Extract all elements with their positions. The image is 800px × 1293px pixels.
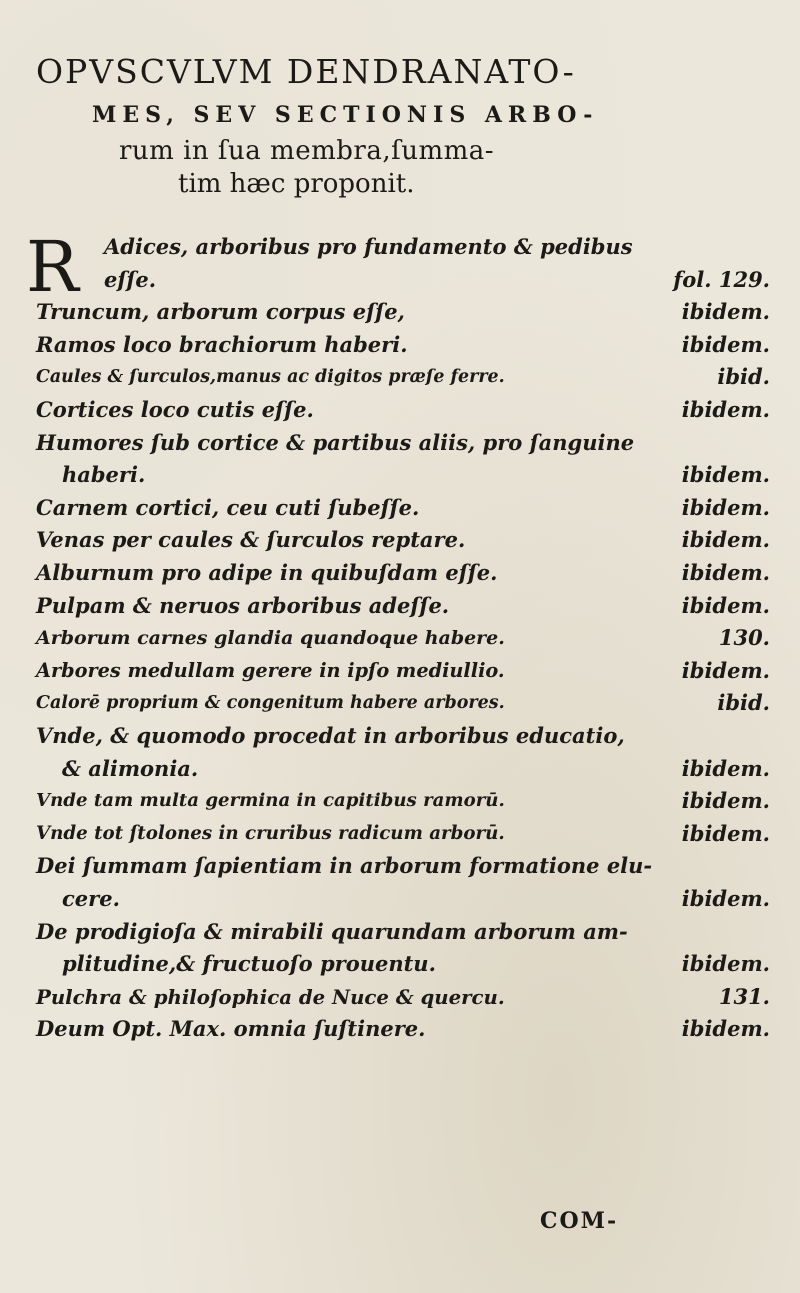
index-entry — [0, 917, 800, 953]
entry-text: Vnde tot ſtolones in cruribus radicum arborū. — [36, 822, 505, 844]
entry-text: Pulchra & philoſophica de Nuce & quercu. — [36, 984, 505, 1009]
entry-text: Arborum carnes glandia quandoque habere. — [36, 627, 505, 650]
entry-text: haberi. — [62, 462, 146, 488]
entry-text: Carnem cortici, ceu cuti ſubeſſe. — [36, 494, 420, 520]
entry-reference: ibidem. — [681, 886, 770, 911]
entry-text: Deum Opt. Max. omnia ſuſtinere. — [36, 1016, 426, 1042]
index-entry — [0, 786, 800, 822]
entry-text: Arbores medullam gerere in ipſo mediullio. — [36, 658, 505, 682]
entry-reference: fol. 129. — [673, 266, 770, 292]
index-entry — [0, 623, 800, 659]
index-entry — [0, 493, 800, 529]
index-entry — [0, 754, 800, 790]
index-entry — [0, 232, 800, 268]
index-entry — [0, 265, 800, 301]
index-entry — [0, 949, 800, 985]
index-entry — [0, 721, 800, 757]
entry-reference: ibidem. — [681, 657, 770, 683]
index-entry — [0, 656, 800, 692]
entry-text: Cortices loco cutis eſſe. — [36, 397, 314, 422]
entry-text: Alburnum pro adipe in quibuſdam eſſe. — [36, 560, 498, 585]
index-entry — [0, 982, 800, 1018]
entry-reference: ibidem. — [681, 788, 770, 814]
entry-reference: ibidem. — [681, 1016, 770, 1042]
entry-text: De prodigioſa & mirabili quarundam arborum am- — [36, 918, 628, 944]
entry-reference: ibidem. — [681, 820, 770, 846]
entry-reference: ibid. — [717, 364, 770, 390]
entry-text: eſſe. — [104, 266, 157, 292]
index-entry — [0, 884, 800, 920]
entry-reference: ibidem. — [681, 951, 770, 977]
entry-text: cere. — [62, 886, 120, 911]
index-entry — [0, 819, 800, 855]
entry-text: plitudine,& fructuoſo prouentu. — [62, 951, 436, 977]
drop-cap: R — [26, 226, 79, 308]
index-entry — [0, 330, 800, 366]
entry-reference: ibidem. — [681, 299, 770, 325]
index-entry — [0, 395, 800, 431]
index-entry — [0, 362, 800, 398]
entry-text: Ramos loco brachiorum haberi. — [36, 331, 408, 357]
entry-text: Pulpam & neruos arboribus adeſſe. — [36, 592, 450, 618]
entry-text: Humores ſub cortice & partibus aliis, pro ſanguine — [36, 429, 635, 455]
index-entry — [0, 591, 800, 627]
title-line-4: tim hæc proponit. — [178, 169, 415, 199]
entry-text: Adices, arboribus pro fundamento & pedibus — [104, 234, 633, 259]
index-entry — [0, 525, 800, 561]
entry-text: Truncum, arborum corpus eſſe, — [36, 299, 405, 325]
index-entry — [0, 688, 800, 724]
entry-reference: ibidem. — [681, 462, 770, 488]
entry-text: Caules & ſurculos,manus ac digitos præſe ferre. — [36, 367, 505, 388]
catchword: COM- — [540, 1208, 619, 1234]
entry-text: Calorē proprium & congenitum habere arbores. — [36, 693, 505, 714]
entry-reference: ibidem. — [681, 560, 770, 585]
entry-reference: ibidem. — [681, 592, 770, 618]
index-entry — [0, 428, 800, 464]
title-line-1: OPVSCVLVM DENDRANATO- — [36, 52, 576, 91]
entry-reference: ibidem. — [681, 331, 770, 357]
entry-text: Vnde, & quomodo procedat in arboribus educatio, — [36, 723, 625, 748]
entry-reference: 130. — [718, 625, 770, 651]
title-line-3: rum in ſua membra,ſumma- — [119, 136, 495, 166]
entry-reference: ibidem. — [681, 397, 770, 422]
index-entry — [0, 1014, 800, 1050]
index-entry — [0, 460, 800, 496]
index-entry — [0, 558, 800, 594]
entry-reference: ibid. — [717, 690, 770, 716]
entry-text: Dei ſummam ſapientiam in arborum formatione elu- — [36, 853, 653, 879]
index-entry — [0, 851, 800, 887]
index-entry — [0, 297, 800, 333]
entry-reference: ibidem. — [681, 494, 770, 520]
entry-text: Vnde tam multa germina in capitibus ramorū. — [36, 790, 505, 812]
entry-text: Venas per caules & ſurculos reptare. — [36, 527, 466, 553]
entry-reference: 131. — [718, 983, 770, 1009]
entry-text: & alimonia. — [62, 755, 199, 781]
title-line-2: MES, SEV SECTIONIS ARBO- — [92, 102, 599, 128]
entry-reference: ibidem. — [681, 755, 770, 781]
entry-reference: ibidem. — [681, 527, 770, 553]
